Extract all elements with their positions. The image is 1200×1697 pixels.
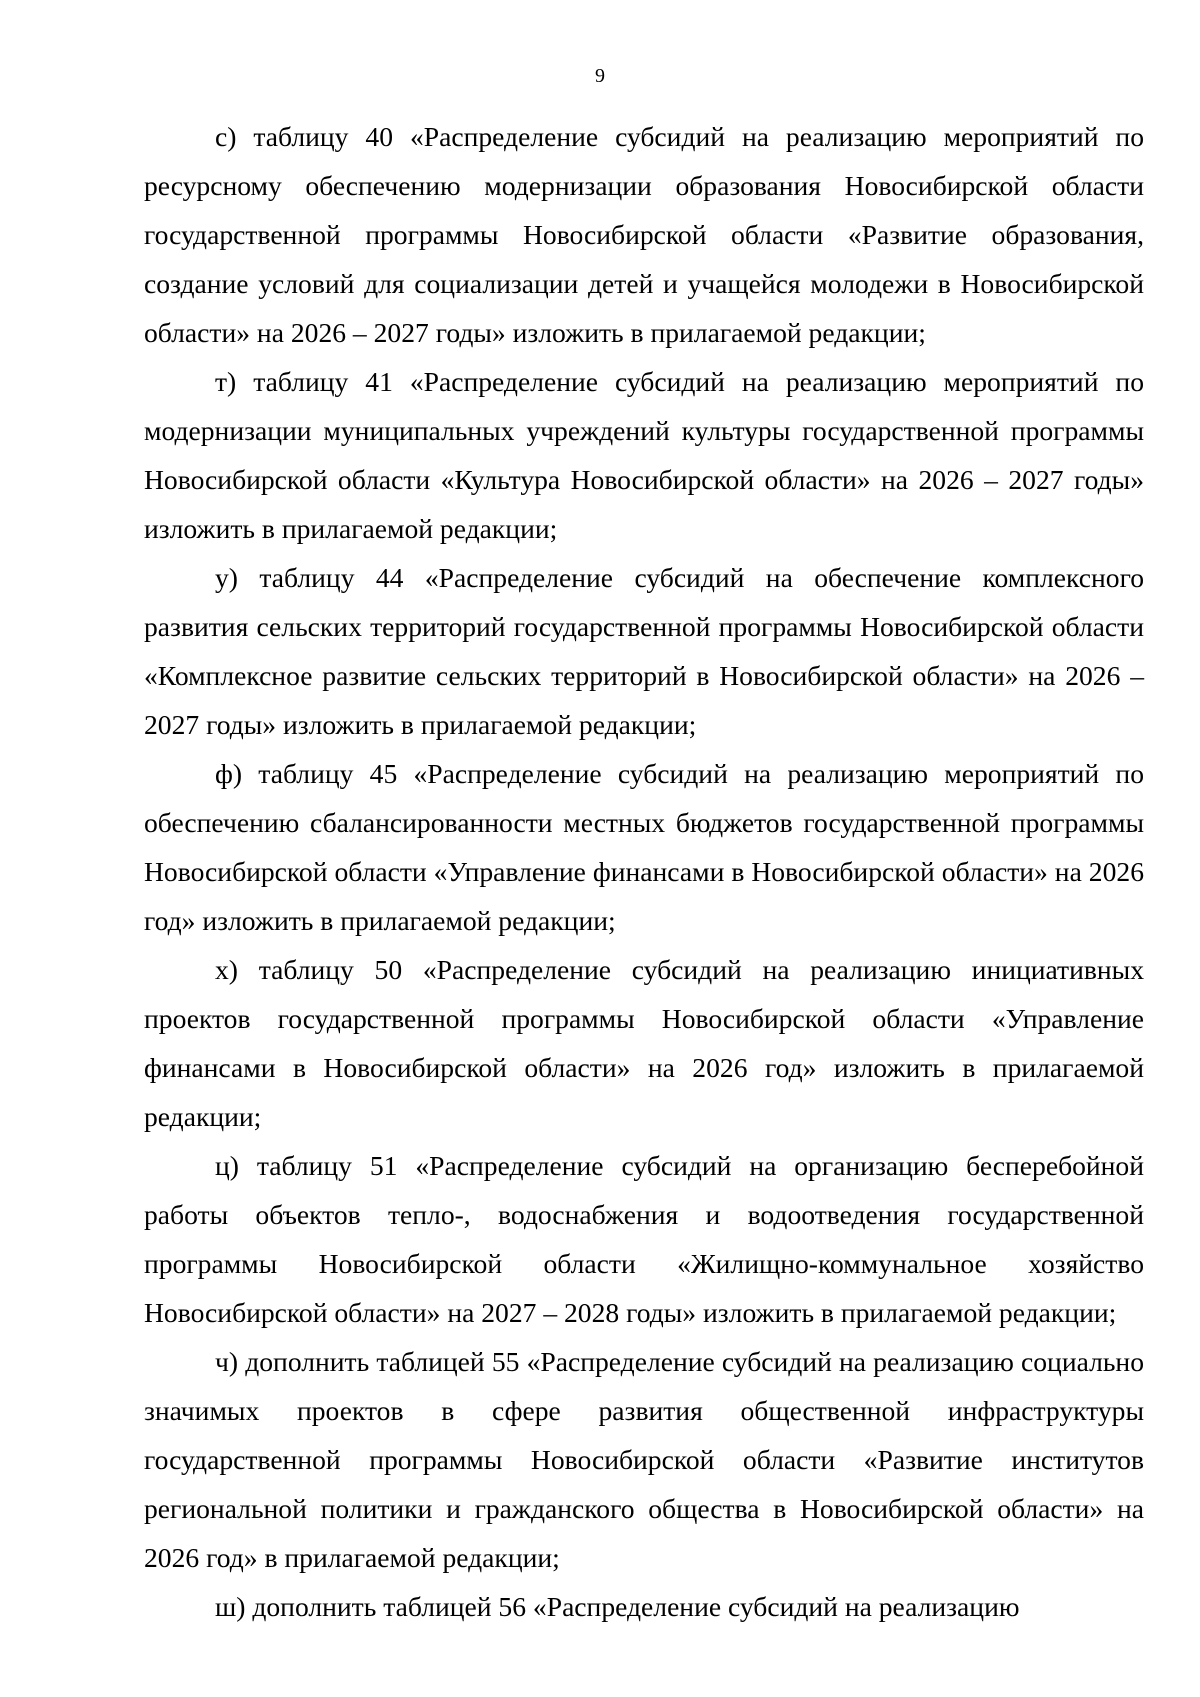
paragraph-item-sh: ш) дополнить таблицей 56 «Распределение субсидий на реализацию: [215, 1591, 1020, 1622]
page-number: 9: [595, 65, 605, 87]
paragraph-item-u: у) таблицу 44 «Распределение субсидий на обеспечение комплексного развития сельских территорий государственной программы Новосибирской области «Комплексное развитие сельских территорий в Новосибирской области» на 2026 – 2027 годы» изложить в прилагаемой редакции;: [144, 562, 1144, 740]
paragraph-item-ch: ч) дополнить таблицей 55 «Распределение субсидий на реализацию социально значимых проектов в сфере развития общественной инфраструктуры государственной программы Новосибирской области «Развитие институтов региональной политики и гражданского общества в Новосибирской области» на 2026 год» в прилагаемой редакции;: [144, 1346, 1144, 1573]
paragraph-item-s: с) таблицу 40 «Распределение субсидий на реализацию мероприятий по ресурсному обеспечению модернизации образования Новосибирской области государственной программы Новосибирской области «Развитие образования, создание условий для социализации детей и учащейся молодежи в Новосибирской области» на 2026 – 2027 годы» изложить в прилагаемой редакции;: [144, 121, 1144, 348]
paragraph-item-f: ф) таблицу 45 «Распределение субсидий на реализацию мероприятий по обеспечению сбалансированности местных бюджетов государственной программы Новосибирской области «Управление финансами в Новосибирской области» на 2026 год» изложить в прилагаемой редакции;: [144, 758, 1144, 936]
paragraph-item-kh: х) таблицу 50 «Распределение субсидий на реализацию инициативных проектов государственной программы Новосибирской области «Управление финансами в Новосибирской области» на 2026 год» изложить в прилагаемой редакции;: [144, 954, 1144, 1132]
paragraph-item-t: т) таблицу 41 «Распределение субсидий на реализацию мероприятий по модернизации муниципальных учреждений культуры государственной программы Новосибирской области «Культура Новосибирской области» на 2026 – 2027 годы» изложить в прилагаемой редакции;: [144, 366, 1144, 544]
paragraph-item-ts: ц) таблицу 51 «Распределение субсидий на организацию бесперебойной работы объектов тепло-, водоснабжения и водоотведения государственной программы Новосибирской области «Жилищно-коммунальное хозяйство Новосибирской области» на 2027 – 2028 годы» изложить в прилагаемой редакции;: [144, 1150, 1144, 1328]
document-body: [144, 112, 1144, 1631]
